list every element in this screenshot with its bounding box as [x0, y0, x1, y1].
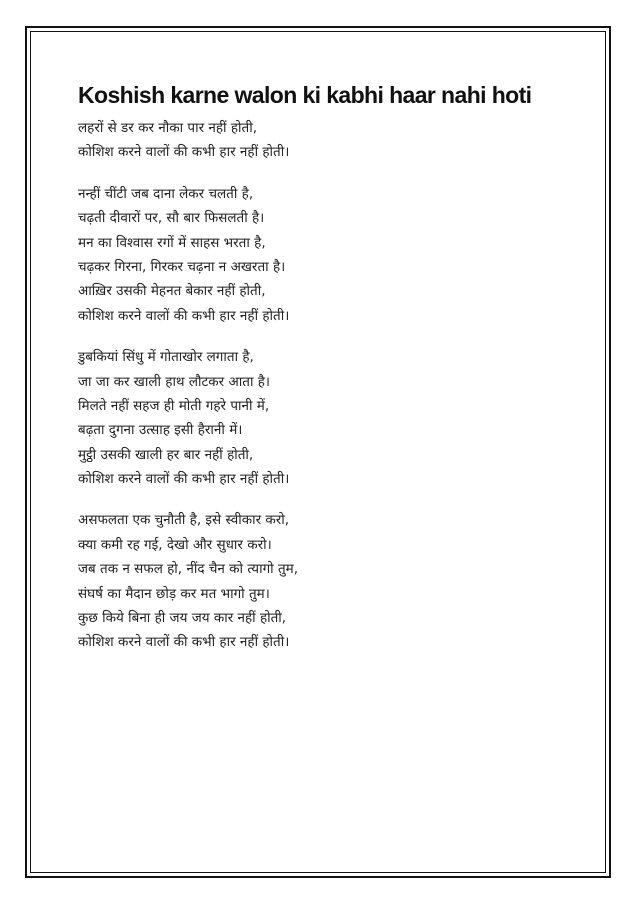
poem-line: आख़िर उसकी मेहनत बेकार नहीं होती,: [78, 283, 266, 300]
poem-line: कोशिश करने वालों की कभी हार नहीं होती।: [78, 471, 290, 488]
stanza-3: [78, 345, 598, 491]
stanza-1: [78, 116, 598, 165]
poem-line: मिलते नहीं सहज ही मोती गहरे पानी में,: [78, 397, 270, 414]
poem-line: जा जा कर खाली हाथ लौटकर आता है।: [78, 373, 271, 390]
stanza-2: [78, 182, 598, 328]
poem-line: मन का विश्वास रगों में साहस भरता है,: [78, 234, 266, 251]
poem-line: डुबकियां सिंधु में गोताखोर लगाता है,: [78, 349, 254, 366]
poem-line: कोशिश करने वालों की कभी हार नहीं होती।: [78, 634, 290, 651]
poem-line: लहरों से डर कर नौका पार नहीं होती,: [78, 120, 257, 136]
poem-line: बढ़ता दुगना उत्साह इसी हैरानी में।: [78, 422, 243, 439]
poem-line: संघर्ष का मैदान छोड़ कर मत भागो तुम।: [78, 585, 270, 602]
poem-line: कुछ किये बिना ही जय जय कार नहीं होती,: [78, 610, 287, 627]
poem-line: असफलता एक चुनौती है, इसे स्वीकार करो,: [78, 512, 290, 529]
poem-line: मुट्ठी उसकी खाली हर बार नहीं होती,: [78, 446, 254, 463]
poem-line: नन्हीं चींटी जब दाना लेकर चलती है,: [78, 185, 254, 202]
poem-line: क्या कमी रह गई, देखो और सुधार करो।: [78, 536, 272, 553]
stanza-4: [78, 508, 598, 654]
poem-line: चढ़कर गिरना, गिरकर चढ़ना न अखरता है।: [78, 258, 286, 275]
poem-line: कोशिश करने वालों की कभी हार नहीं होती।: [78, 307, 290, 324]
poem-line: कोशिश करने वालों की कभी हार नहीं होती।: [78, 144, 290, 161]
poem-line: जब तक न सफल हो, नींद चैन को त्यागो तुम,: [78, 561, 299, 578]
poem-title: Koshish karne walon ki kabhi haar nahi hoti: [78, 82, 532, 108]
poem-content: [78, 80, 598, 672]
poem-line: चढ़ती दीवारों पर, सौ बार फिसलती है।: [78, 210, 265, 227]
